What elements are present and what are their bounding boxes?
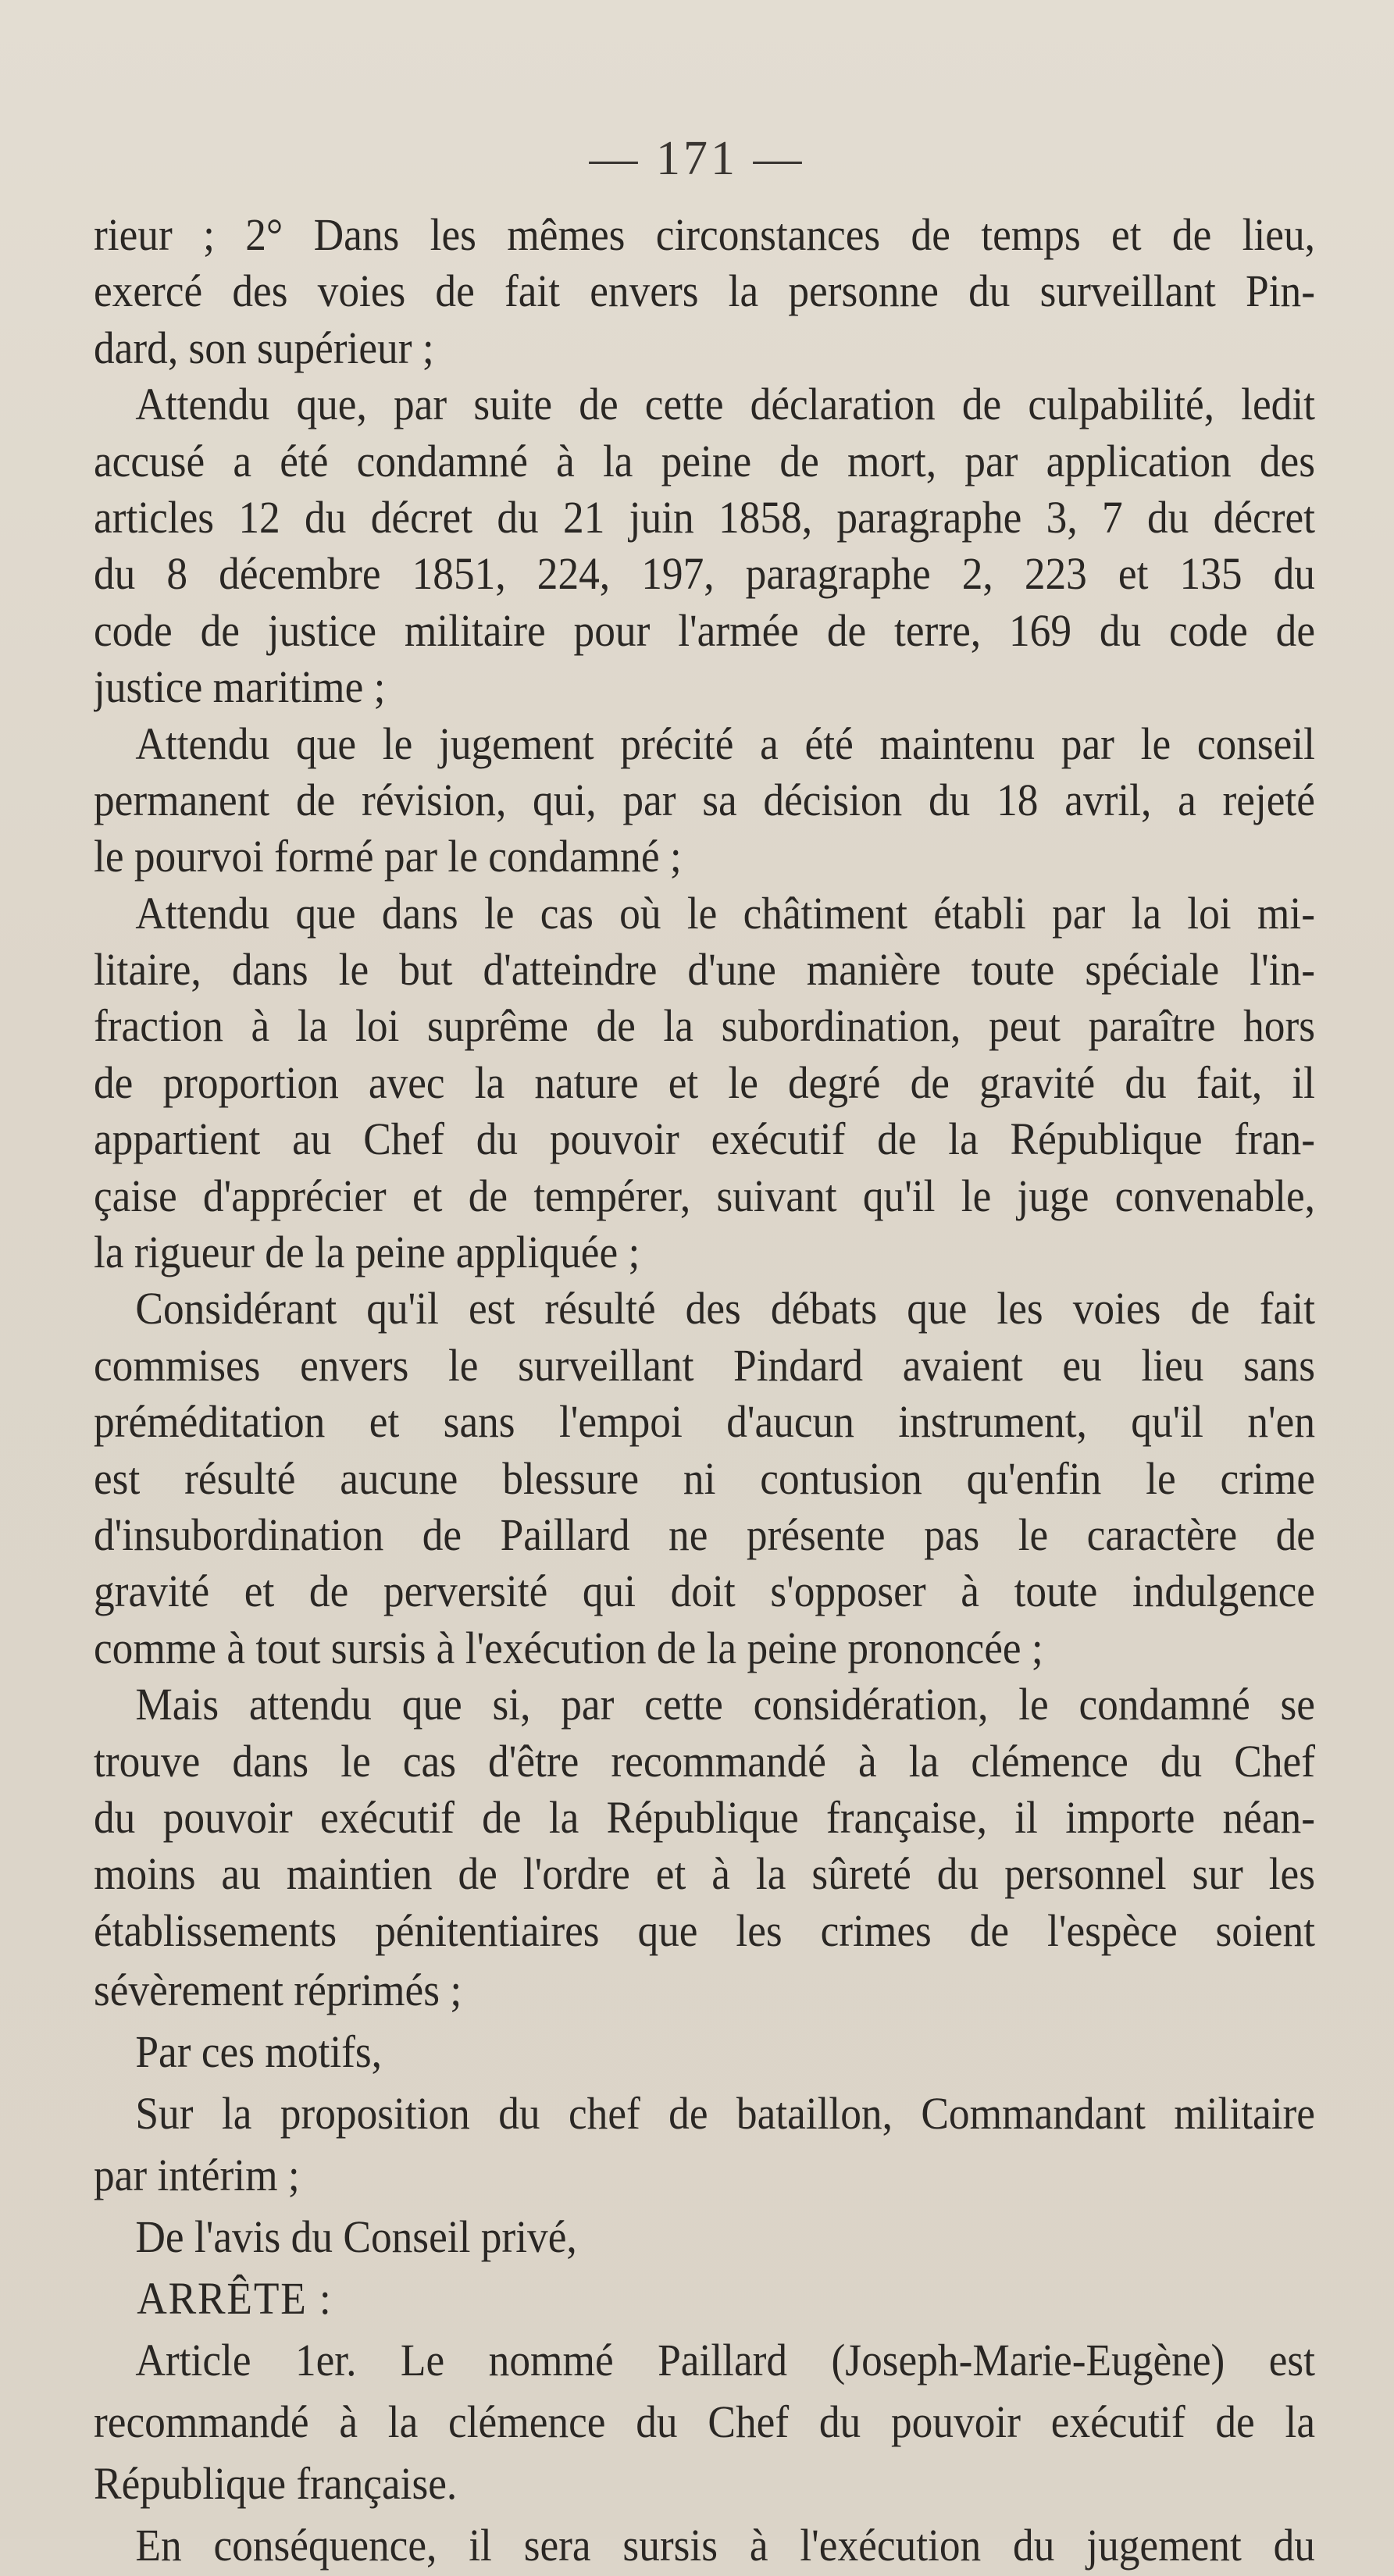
text-line: justice maritime ; <box>94 661 386 713</box>
text-line: par intérim ; <box>94 2150 300 2201</box>
text-line: code de justice militaire pour l'armée de terre, 169 du code de <box>94 604 1315 656</box>
text-line: moins au maintien de l'ordre et à la sûreté du personnel sur les <box>94 1848 1315 1900</box>
text-line: fraction à la loi suprême de la subordination, peut paraître hors <box>94 1000 1315 1052</box>
text-line: Par ces motifs, <box>94 2026 383 2078</box>
text-line: recommandé à la clémence du Chef du pouvoir exécutif de la <box>94 2396 1315 2448</box>
text-line: comme à tout sursis à l'exécution de la peine prononcée ; <box>94 1622 1043 1673</box>
text-line: çaise d'apprécier et de tempérer, suivant qu'il le juge convenable, <box>94 1170 1315 1221</box>
text-line: préméditation et sans l'empoi d'aucun instrument, qu'il n'en <box>94 1396 1315 1448</box>
text-line: Article 1er. Le nommé Paillard (Joseph-Marie-Eugène) est <box>94 2335 1315 2386</box>
text-line: articles 12 du décret du 21 juin 1858, paragraphe 3, 7 du décret <box>94 491 1315 543</box>
text-line: exercé des voies de fait envers la personne du surveillant Pin- <box>94 265 1315 317</box>
text-line: Attendu que le jugement précité a été maintenu par le conseil <box>94 718 1315 769</box>
text-line: trouve dans le cas d'être recommandé à la clémence du Chef <box>94 1735 1315 1787</box>
text-line: litaire, dans le but d'atteindre d'une manière toute spéciale l'in- <box>94 944 1315 996</box>
text-line: Attendu que dans le cas où le châtiment établi par la loi mi- <box>94 887 1315 939</box>
text-line: commises envers le surveillant Pindard avaient eu lieu sans <box>94 1339 1315 1391</box>
text-line: de proportion avec la nature et le degré de gravité du fait, il <box>94 1056 1315 1108</box>
text-line: du 8 décembre 1851, 224, 197, paragraphe 2, 223 et 135 du <box>94 548 1315 600</box>
text-line: du pouvoir exécutif de la République française, il importe néan- <box>94 1791 1315 1843</box>
text-line: appartient au Chef du pouvoir exécutif de la République fran- <box>94 1113 1315 1165</box>
text-line: Attendu que, par suite de cette déclaration de culpabilité, ledit <box>94 379 1315 430</box>
text-line: En conséquence, il sera sursis à l'exécution du jugement du <box>94 2520 1315 2571</box>
text-line: accusé a été condamné à la peine de mort, par application des <box>94 435 1315 486</box>
text-line: la rigueur de la peine appliquée ; <box>94 1227 640 1278</box>
body-text <box>94 207 1315 2576</box>
text-line: De l'avis du Conseil privé, <box>94 2211 577 2263</box>
page-number: — 171 — <box>589 132 805 185</box>
text-line: le pourvoi formé par le condamné ; <box>94 831 682 882</box>
text-line: gravité et de perversité qui doit s'opposer à toute indulgence <box>94 1566 1315 1617</box>
text-line: permanent de révision, qui, par sa décision du 18 avril, a rejeté <box>94 774 1315 825</box>
text-line: Mais attendu que si, par cette considération, le condamné se <box>94 1679 1315 1730</box>
text-line: rieur ; 2° Dans les mêmes circonstances de temps et de lieu, <box>94 209 1315 260</box>
text-line: République française. <box>94 2458 458 2510</box>
text-line: Considérant qu'il est résulté des débats que les voies de fait <box>94 1283 1315 1334</box>
text-line: Sur la proposition du chef de bataillon, Commandant militaire <box>94 2088 1315 2140</box>
text-line: d'insubordination de Paillard ne présente pas le caractère de <box>94 1509 1315 1560</box>
text-line: sévèrement réprimés ; <box>94 1965 462 2016</box>
text-line: dard, son supérieur ; <box>94 322 434 373</box>
text-line: ARRÊTE : <box>94 2273 333 2325</box>
text-line: établissements pénitentiaires que les crimes de l'espèce soient <box>94 1904 1315 1956</box>
text-line: est résulté aucune blessure ni contusion qu'enfin le crime <box>94 1452 1315 1504</box>
